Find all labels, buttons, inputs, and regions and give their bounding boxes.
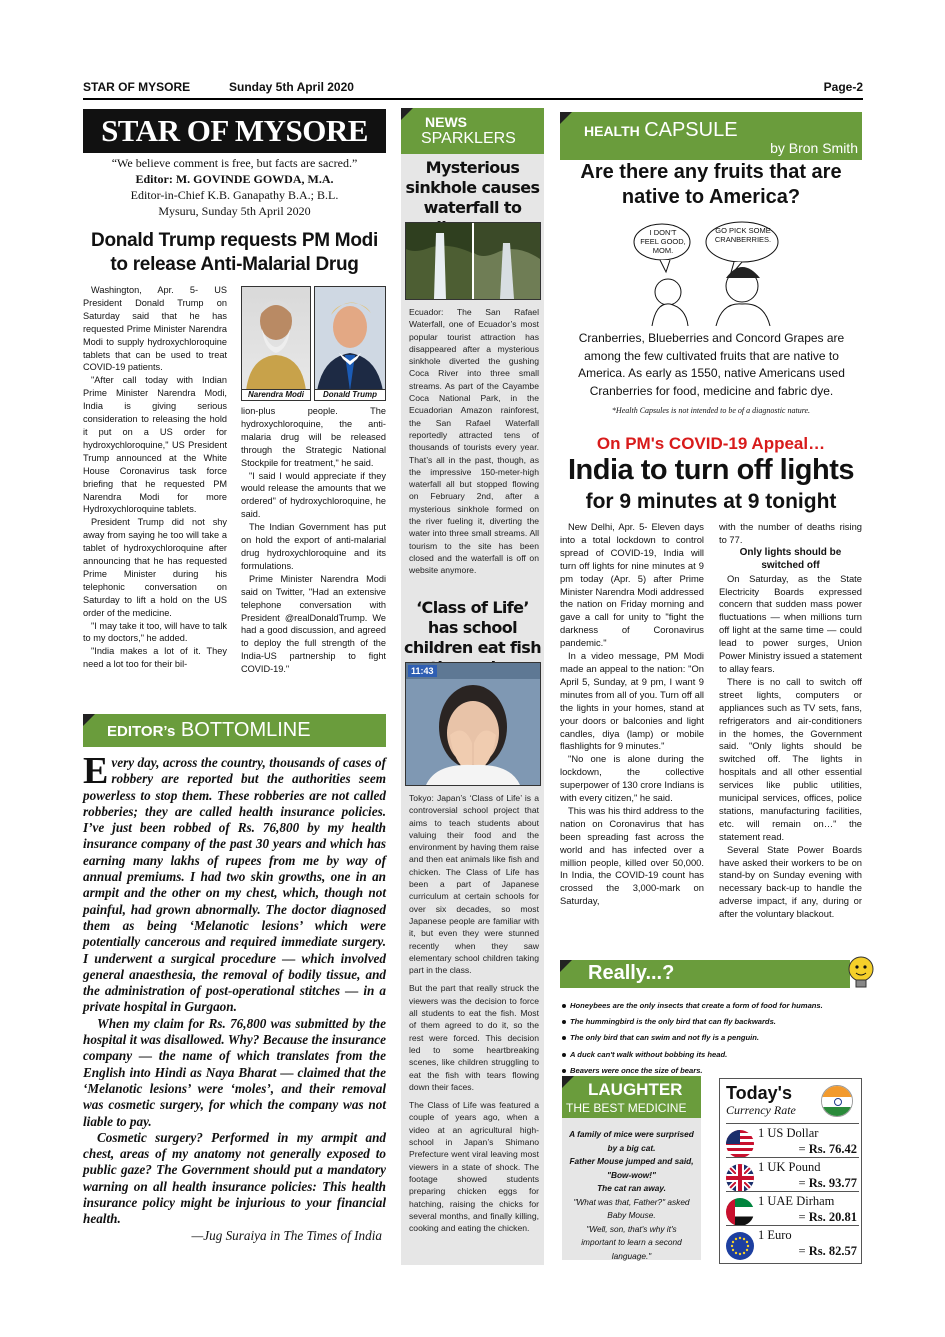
trump-para: "India makes a lot of it. They need a lot too for their bil- [83, 646, 227, 670]
joke-line: "Well, son, that's why it's important to learn a second language." [581, 1223, 682, 1261]
lights-kicker: On PM's COVID-19 Appeal… [596, 434, 826, 453]
laughter-sublabel: THE BEST MEDICINE [566, 1101, 687, 1115]
really-facts [562, 998, 862, 1079]
trump-headline: Donald Trump requests PM Modi to release Anti-Malarial Drug [91, 230, 378, 275]
editors-bottomline-banner [83, 714, 386, 747]
corner-mark [560, 960, 572, 972]
currency-value: = Rs. 82.57 [798, 1244, 857, 1258]
trump-photos [241, 286, 386, 402]
header-rule [83, 98, 863, 100]
sinkhole-text [409, 306, 539, 577]
health-answer: Cranberries, Blueberries and Concord Grapes are among the few cultivated fruits that are native to America. As early as 1550, native Americans used Cranberries for food, medicine and fabric dye. [578, 331, 845, 398]
sinkhole-headline: Mysterious sinkhole causes waterfall to [405, 158, 540, 217]
joke-line: Father Mouse jumped and said, "Bow-wow!" [569, 1156, 694, 1180]
joke-line: The cat ran away. [597, 1183, 666, 1193]
editor-in-chief-line: Editor-in-Chief K.B. Ganapathy B.A.; B.L. [130, 188, 339, 202]
laughter-label: LAUGHTER [588, 1080, 683, 1099]
corner-mark [401, 108, 413, 120]
trump-para: "After call today with Indian Prime Minister Narendra Modi, India is giving serious consideration to releasing the hold it put on a US order for hydroxychloroquine," US President Trump announced at the White House Coronavirus task force briefing that he requested PM Narendra Modi for more Hydroxychloroquine tablets. [83, 375, 227, 515]
lights-para: In a video message, PM Modi made an appeal to the nation: "On April 5, Sunday, at 9 pm, I want 9 minutes from all of you. Turn off all the lights in your homes, stand at your doors or balconies and light candles, diya (lamp) or mobile flashlights for 9 minutes." [560, 650, 704, 752]
issue-date: Sunday 5th April 2020 [229, 80, 354, 94]
currency-row-eur [726, 1225, 859, 1258]
health-capsule-banner [560, 112, 862, 160]
currency-value: = Rs. 93.77 [798, 1176, 857, 1190]
sinkhole-para: Ecuador: The San Rafael Waterfall, one of Ecuador’s most popular tourist attraction has disappeared after a mysterious sinkhole diverted the gushing Coca River into three small streams. As part of the Cayambe Coca National Park, in the Ecuadorian Amazon rainforest, the San Rafael Waterfall reportedly attracted tens of thousands of tourists every year. That’s all in the past, though, as the impressive 150-meter-high waterfall all but stopped flowing on February 2nd, after a mysterious sinkhole formed on the river fueling it, diverting the water into three small streams. All tourism to the site has been closed and the waterfall is off on website anymore. [409, 307, 539, 576]
lights-subheadline: for 9 minutes at 9 tonight [585, 490, 837, 513]
cartoon-bubble-1: I DON'T FEEL GOOD, MOM. [640, 228, 686, 255]
drop-cap: E [83, 750, 109, 792]
modi-caption: Narendra Modi [241, 389, 311, 401]
currency-row-aed [726, 1191, 859, 1224]
editor-line: Editor: M. GOVINDE GOWDA, M.A. [135, 172, 334, 186]
trump-para: President Trump did not shy away from saying he too will take a tablet of hydroxychloroquine after announcing that he has requested Prime Minister during his telephonic conversation on Saturday to lift a hold on the US order of the medicine. [83, 517, 227, 618]
page-header [83, 80, 863, 96]
currency-name: 1 US Dollar [758, 1126, 819, 1140]
trump-caption: Donald Trump [314, 389, 386, 401]
class-of-life-para: The Class of Life was featured a couple of years ago, when a video at an agricultural high-school in Japan’s Shimano Prefecture went viral leaving most viewers in a state of shock. The footage showed students preparing chicken eggs for hatching, raising the chicks for several months, and finally killing, cooking and eating the chicken. [409, 1100, 539, 1234]
india-flag-icon [821, 1085, 853, 1117]
modi-photo [241, 286, 311, 392]
laughter-banner [562, 1076, 701, 1118]
currency-title: Today's [726, 1083, 792, 1103]
fact-item: Honeybees are the only insects that create a form of food for humans. [562, 998, 862, 1014]
lights-col2 [719, 521, 862, 921]
dateline: Mysuru, Sunday 5th April 2020 [158, 204, 311, 218]
health-disclaimer: *Health Capsules is not intended to be of a diagnostic nature. [611, 406, 811, 415]
uae-flag-icon [726, 1198, 754, 1226]
label-small: HEALTH [584, 123, 640, 139]
currency-name: 1 UAE Dirham [758, 1194, 835, 1208]
editors-bottomline-body [83, 750, 386, 1244]
trump-para: Prime Minister Narendra Modi said on Twitter, "Had an extensive telephone conversation with President @realDonaldTrump. We had a good discussion, and agreed to deploy the full strength of the India-US partnership to fight COVID-19." [241, 573, 386, 675]
crying-student-photo [405, 662, 541, 786]
currency-subtitle: Currency Rate [726, 1103, 796, 1117]
currency-name: 1 UK Pound [758, 1160, 821, 1174]
trump-para: "I may take it too, will have to talk to my doctors," he added. [83, 620, 227, 644]
corner-mark [83, 714, 95, 726]
currency-row-usd [726, 1123, 859, 1156]
bottomline-para: very day, across the country, thousands of cases of robbery are reported but the authorities seem powerless to stop them. These robberies are not called robberies; they are called health insurance policies. I’ve just been robbed of Rs. 76,800 by my health insurance company of the past 30 years and which has earning many lakhs of rupees from me by way of annual premiums. I had two skin growths, one in an armpit and the other on my chest, which, though not painful, had grown abnormally. The doctor diagnosed them as being ‘Melanotic lesions’ which were potentially cancerous and required immediate surgery. I underwent a surgical procedure — which involved general anaesthesia, the removal of bodily tissue, and the administration of post-operational stitches — in a private hospital in Gurgaon. [83, 755, 386, 1015]
currency-row-gbp [726, 1157, 859, 1190]
fact-item: Beavers were once the size of bears. [562, 1063, 862, 1079]
sparklers-label: SPARKLERS [421, 130, 516, 147]
lights-para: with the number of deaths rising to 77. [719, 521, 862, 545]
joke-line: A family of mice were surprised by a big cat. [569, 1129, 694, 1153]
page-number: Page-2 [823, 80, 863, 94]
lights-para: There is no call to switch off street lights, computers or appliances such as TV sets, fans, refrigerators and air-conditioners in the homes, the Government said. "Only lights should be switched off. The lights in hospitals and all other essential services like public utilities, municipal services, offices, police stations, manufacturing facilities, etc. will remain on…" the statement read. [719, 675, 862, 842]
masthead-logo: STAR OF MYSORE [83, 109, 386, 153]
editorial-box [83, 155, 386, 219]
corner-mark [562, 1076, 574, 1088]
label-small: EDITOR’s [107, 723, 176, 740]
lights-para: "No one is alone during the lockdown, the collective superpower of 130 crore Indians is with every citizen," he said. [560, 753, 704, 804]
lights-col1 [560, 521, 704, 908]
lights-para: New Delhi, Apr. 5- Eleven days into a total lockdown to control spread of COVID-19, India will turn off lights for nine minutes at 9 pm today (Apr. 5) after Prime Minister Narendra Modi addressed the nation on Friday morning and gave a call for unity to "fight the darkness of Coronavirus pandemic." [560, 521, 704, 649]
currency-name: 1 Euro [758, 1228, 792, 1242]
lights-para: This was his third address to the nation on Coronavirus that has been spreading fast across the world and has infected over a million people, killed over 50,000. In India, the COVID-19 count has crossed the 3,000-mark on Saturday, [560, 804, 704, 907]
label-big: BOTTOMLINE [180, 719, 311, 741]
health-byline: by Bron Smith [770, 140, 858, 156]
publication-name: STAR OF MYSORE [83, 80, 191, 94]
cartoon-illustration [630, 216, 790, 326]
label-big: CAPSULE [644, 119, 738, 141]
bottomline-para: Cosmetic surgery? Performed in my armpit and chest, areas of my anatomy not generally exposed to public gaze? The Government should put a mandatory warning on all health insurance policies: This health insurance policy might be injurious to your financial health. [83, 1129, 386, 1227]
trump-col1 [83, 284, 227, 671]
trump-col2 [241, 405, 386, 676]
currency-value: = Rs. 20.81 [798, 1210, 857, 1224]
health-capsule-label [584, 119, 738, 142]
fact-item: A duck can't walk without bobbing its head. [562, 1047, 862, 1063]
lights-para: Several State Power Boards have asked their workers to be on stand-by on Sunday evening with necessary back-up to handle the adverse impact, if any, during or after the voluntary blackout. [719, 843, 862, 920]
currency-value: = Rs. 76.42 [798, 1142, 857, 1156]
corner-mark [560, 112, 572, 124]
banner-label [107, 719, 311, 742]
class-of-life-para: But the part that really struck the viewers was the decision to force all students to eat the fish. Most of them agreed to do it, so the rest were forced. This decision led to some heartbreaking scenes, like children struggling to eat the fish with tears flowing down their faces. [409, 983, 539, 1092]
fact-item: The hummingbird is the only bird that can fly backwards. [562, 1014, 862, 1030]
news-sparklers-banner [401, 108, 544, 154]
news-label: NEWS [425, 114, 467, 130]
really-banner [560, 960, 850, 988]
lightbulb-icon [844, 954, 878, 992]
lights-para: On Saturday, as the State Electricity Boards expressed concern that sudden mass power fluctuations — when millions turn off light at the same time — could lead to power surges, Union Power Ministry issued a statement to allay fears. [719, 572, 862, 674]
cartoon-bubble-2: GO PICK SOME CRANBERRIES. [714, 226, 772, 244]
waterfall-photo [405, 222, 541, 300]
trump-photo [314, 286, 386, 392]
video-timestamp: 11:43 [408, 665, 437, 677]
trump-para: lion-plus people. The hydroxychloroquine, the anti-malaria drug will be released through the Strategic National Stockpile for treatment," he said. [241, 406, 386, 468]
lights-headline: India to turn off lights [567, 454, 854, 486]
trump-para: "I said I would appreciate if they would release the amounts that we ordered" of hydroxychloroquine, he said. [241, 470, 386, 520]
bottomline-para: When my claim for Rs. 76,800 was submitted by the hospital it was disallowed. Why? Because the insurance company — the name of which translates from the English into Hindi as Naya Bharat — claimed that the ‘Melanotic lesions’ were ‘moles’, and their removal was cosmetic surgery, for which the company was not liable to pay. [83, 1015, 386, 1129]
trump-para: The Indian Government has put on hold the export of anti-malarial drug hydroxychloroquine and its formulations. [241, 522, 386, 571]
laughter-joke [562, 1118, 701, 1260]
eu-flag-icon [726, 1232, 754, 1260]
lights-subhead: Only lights should be switched off [739, 546, 842, 571]
uk-flag-icon [726, 1164, 754, 1192]
class-of-life-para: Tokyo: Japan’s ‘Class of Life’ is a controversial school project that aims to teach students about valuing their food and the environment by having them raise and then eat animals like fish and chicken. The Class of Life has been a part of Japanese curriculum at certain schools for over six decades, so most Japanese people are familiar with it, but even they were stunned recently when they saw elementary school children taking part in the class. [409, 793, 539, 976]
health-question: Are there any fruits that are native to America? [580, 161, 842, 208]
trump-para: Washington, Apr. 5- US President Donald Trump on Saturday said that he has requested Prime Minister Narendra Modi to supply hydroxychloroquine tablets that can be used to treat COVID-19 patients. [83, 285, 227, 373]
joke-line: "What was that, Father?" asked Baby Mouse. [573, 1196, 690, 1220]
currency-rate-box [719, 1078, 862, 1264]
motto: “We believe comment is free, but facts are sacred.” [111, 156, 358, 170]
class-of-life-headline: ‘Class of Life’ has school children eat fish [403, 598, 542, 657]
us-flag-icon [726, 1130, 754, 1158]
really-label: Really...? [588, 962, 675, 984]
fact-item: The only bird that can swim and not fly is a penguin. [562, 1030, 862, 1046]
bottomline-credit: —Jug Suraiya in The Times of India [191, 1227, 382, 1243]
class-of-life-text [409, 792, 539, 1234]
